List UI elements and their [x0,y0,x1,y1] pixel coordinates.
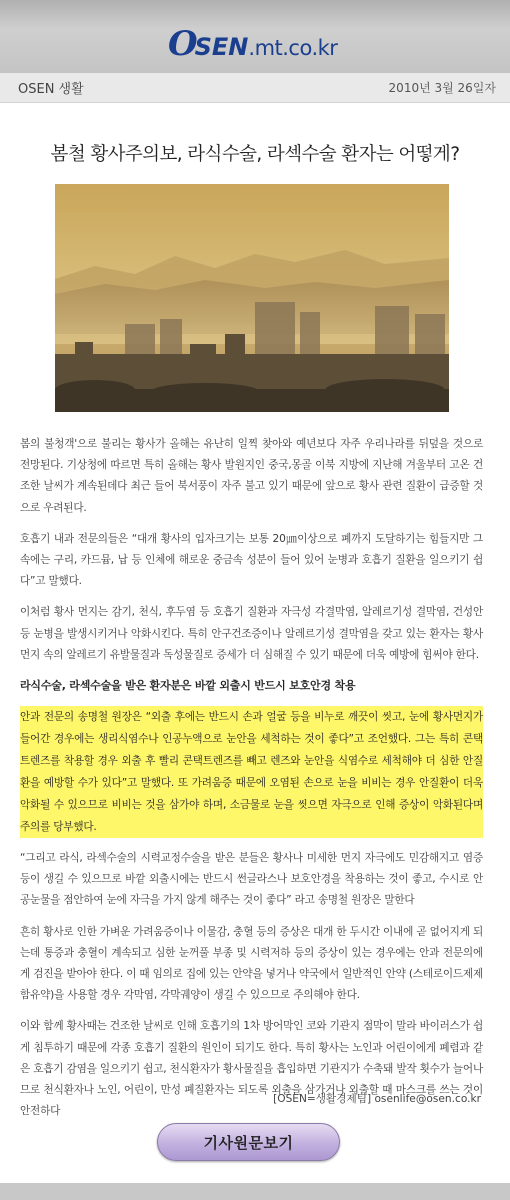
article-photo [55,184,449,412]
hazy-city-photo [55,184,449,412]
article-body [20,434,483,1132]
article-subheading: 라식수술, 라섹수술을 받은 환자분은 바깥 외출시 반드시 보호안경 착용 [20,679,356,693]
article-paragraph: 흔히 황사로 인한 가벼운 가려움증이나 이물감, 충혈 등의 증상은 대개 한 두시간 이내에 곧 없어지게 되는데 통증과 충혈이 계속되고 심한 눈꺼풀 부종 및 시력저하 등의 증상이 있는 경우에는 안과 전문의에게 검진을 받아야 한다. 이 때 임의로 집에 있는 안약을 넣거나 약국에서 일반적인 안약 (스테로이드제제 함유약)을 사용할 경우 각막염, 각막궤양이 생길 수 있으므로 주의해야 한다. [20,925,483,1002]
article-paragraph: 이처럼 황사 먼지는 감기, 천식, 후두염 등 호흡기 질환과 자극성 각결막염, 알레르기성 결막염, 건성안 등 눈병을 발생시키거나 악화시킨다. 특히 안구건조증이나 알레르기성 결막염을 갖고 있는 환자는 황사먼지 속의 알레르기 유발물질과 독성물질로 증세가 더 심해질 수 있기 때문에 더욱 예방에 힘써야 한다. [20,606,483,661]
logo-domain-text: .mt.co.kr [248,36,338,60]
article-byline: [OSEN=생활경제팀] osenlife@osen.co.kr [273,1093,481,1105]
article-paragraph: 이와 함께 황사때는 건조한 날씨로 인해 호흡기의 1차 방어막인 코와 기관지 점막이 말라 바이러스가 쉽게 침투하기 때문에 각종 호흡기 질환의 원인이 되기도 한다. 특히 황사는 노인과 어린이에게 폐렴과 같은 호흡기 감염을 일으키기 쉽고, 천식환자가 황사물질을 흡입하면 기관지가 수축돼 발작 횟수가 늘어나므로 천식환자나 노인, 어린이, 만성 폐질환자는 되도록 외출을 삼가거나 외출할 때 마스크를 쓰는 것이 안전하다 [20,1020,483,1118]
osen-logo[interactable] [168,24,337,64]
publish-date: 2010년 3월 26일자 [388,81,496,95]
article-paragraph: 호흡기 내과 전문의들은 “대개 황사의 입자크기는 보통 20㎛이상으로 폐까지 도달하기는 힘들지만 그 속에는 구리, 카드뮴, 납 등 인체에 해로운 중금속 성분이 들어 있어 눈병과 호흡기 질환을 일으키기 쉽다”고 말했다. [20,532,483,588]
section-bar [0,73,510,103]
logo-o-mark: O [168,24,197,64]
article-title: 봄철 황사주의보, 라식수술, 라섹수술 환자는 어떻게? [50,144,460,165]
highlighted-paragraph: 안과 전문의 송명철 원장은 “외출 후에는 반드시 손과 얼굴 등을 비누로 깨끗이 씻고, 눈에 황사먼지가 들어간 경우에는 생리식염수나 인공누액으로 눈안을 세척하는 것이 좋다”고 조언했다. 그는 특히 콘택트렌즈를 착용할 경우 외출 후 빨리 콘택트렌즈를 빼고 렌즈와 눈안을 식염수로 세척해야 더 심한 안질환을 예방할 수가 있다”고 말했다. 또 가려움증 때문에 오염된 손으로 눈을 비비는 경우 안질환이 더욱 악화될 수 있으므로 비비는 것을 삼가야 하며, 소금물로 눈을 씻으면 자극으로 인해 증상이 악화된다며 주의를 당부했다. [20,706,483,838]
view-original-button[interactable]: 기사원문보기 [157,1123,340,1161]
site-header [0,0,510,73]
page-footer [0,1183,510,1200]
article-paragraph: “그리고 라식, 라섹수술의 시력교정수술을 받은 분들은 황사나 미세한 먼지 자극에도 민감해지고 염증 등이 생길 수 있으므로 바깥 외출시에는 반드시 썬글라스나 보호안경을 착용하는 것이 좋고, 수시로 안공눈물을 점안하여 눈에 자극을 가지 않게 해주는 것이 좋다” 라고 송명철 원장은 말한다 [20,852,483,907]
logo-sen-text: SEN [194,33,249,61]
section-name: OSEN 생활 [18,82,84,97]
article-paragraph: 봄의 불청객'으로 불리는 황사가 올해는 유난히 일찍 찾아와 예년보다 자주 우리나라를 뒤덮을 것으로 전망된다. 기상청에 따르면 특히 올해는 황사 발원지인 중국,몽골 이북 지방에 지난해 겨울부터 고온 건조한 날씨가 계속된데다 최근 들어 북서풍이 자주 불고 있기 때문에 앞으로 황사 관련 질환이 급증할 것으로 우려된다. [20,438,483,514]
